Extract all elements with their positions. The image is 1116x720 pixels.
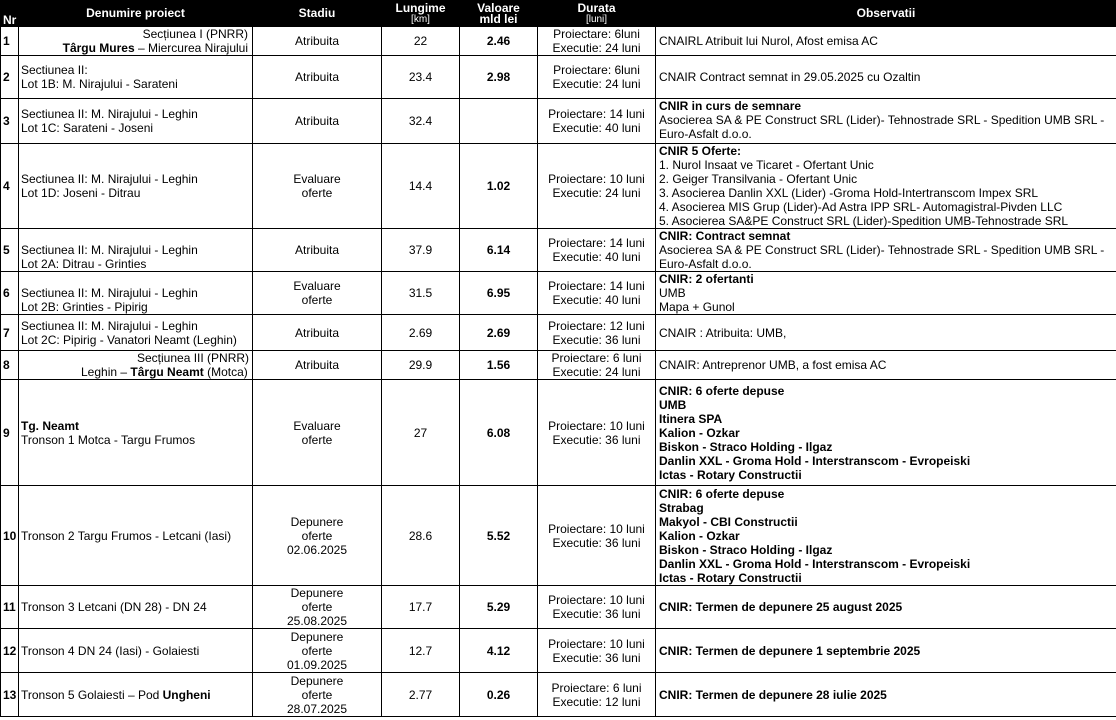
header-value [460, 1, 538, 27]
notes [656, 315, 1116, 351]
stage-line: Depunere [290, 586, 344, 600]
length: 37.9 [382, 229, 460, 272]
table-row [1, 99, 1116, 144]
notes-line: Euro-Asfalt d.o.o. [659, 257, 752, 271]
stage-line: oferte [301, 293, 333, 307]
value: 2.46 [460, 27, 538, 56]
notes-line: Euro-Asfalt d.o.o. [659, 127, 752, 141]
project-name-rest: – Miercurea Nirajului [134, 41, 248, 55]
project-name-line: Sectiunea II: M. Nirajului - Leghin [21, 318, 198, 333]
table-row [1, 144, 1116, 229]
stage [253, 673, 382, 717]
notes [656, 56, 1116, 99]
table-row [1, 586, 1116, 629]
project-name-pre: Tronson 5 Golaiesti – Pod [21, 687, 163, 702]
project-name-line: Sectiunea II: M. Nirajului - Leghin [21, 243, 198, 257]
stage: Atribuita [253, 56, 382, 99]
project-name [19, 351, 253, 380]
project-name-line: Tronson 4 DN 24 (Iasi) - Golaiesti [21, 643, 200, 658]
table-row [1, 486, 1116, 586]
notes-line: Ictas - Rotary Constructii [659, 467, 802, 482]
duration [538, 673, 656, 717]
row-number: 11 [1, 586, 19, 629]
duration [538, 380, 656, 486]
duration [538, 229, 656, 272]
duration [538, 486, 656, 586]
stage-line: oferte [301, 432, 333, 447]
stage [253, 272, 382, 315]
value: 2.98 [460, 56, 538, 99]
notes [656, 486, 1116, 586]
duration-design: Proiectare: 10 luni [548, 521, 645, 536]
project-name-line: Tronson 2 Targu Frumos - Letcani (Iasi) [21, 528, 232, 543]
table-row [1, 27, 1116, 56]
header-length [382, 1, 460, 27]
duration-execution: Executie: 12 luni [552, 694, 641, 709]
value: 6.14 [460, 229, 538, 272]
duration-execution: Executie: 36 luni [552, 650, 641, 665]
duration-design: Proiectare: 14 luni [548, 236, 645, 250]
project-name-bold: Târgu Mures [62, 41, 135, 55]
value: 0.26 [460, 673, 538, 717]
row-number: 5 [1, 229, 19, 272]
stage: Atribuita [253, 99, 382, 144]
table-row [1, 629, 1116, 673]
project-name-line: Lot 2B: Grinties - Pipirig [21, 300, 148, 314]
stage-line: Evaluare [293, 279, 341, 293]
stage: Atribuita [253, 229, 382, 272]
stage-date: 02.06.2025 [286, 542, 348, 557]
notes-line: Mapa + Gunol [659, 300, 735, 314]
notes-line: CNIR: 6 oferte depuse [659, 383, 785, 398]
duration [538, 27, 656, 56]
stage-line: oferte [301, 528, 333, 543]
notes-heading: CNIR 5 Oferte: [659, 144, 742, 158]
project-name-line: Sectiunea II: M. Nirajului - Leghin [21, 286, 198, 300]
notes-line: Ictas - Rotary Constructii [659, 570, 802, 585]
duration-design: Proiectare: 10 luni [548, 418, 645, 433]
notes-heading: CNIR: 2 ofertanti [659, 272, 754, 286]
stage-date: 25.08.2025 [286, 614, 348, 628]
project-name-bold: Ungheni [162, 687, 211, 702]
project-name-line: Sectiunea II: [21, 63, 88, 77]
duration-execution: Executie: 24 luni [552, 41, 641, 55]
notes-line: CNAIR : Atribuita: UMB, [659, 325, 787, 340]
project-name-line [21, 365, 250, 379]
notes-line: Kalion - Ozkar [659, 528, 740, 543]
duration-execution: Executie: 40 luni [552, 250, 641, 264]
notes-heading: CNIR in curs de semnare [659, 99, 802, 113]
notes-line: 1. Nurol Insaat ve Ticaret - Ofertant Unic [659, 158, 874, 172]
stage [253, 144, 382, 229]
table-row [1, 351, 1116, 380]
row-number: 1 [1, 27, 19, 56]
stage-date: 01.09.2025 [286, 657, 348, 672]
notes-line: Itinera SPA [659, 411, 723, 426]
project-name [19, 144, 253, 229]
notes-line: UMB [659, 397, 687, 412]
notes-line: Biskon - Straco Holding - Ilgaz [659, 542, 833, 557]
notes-line: UMB [659, 286, 686, 300]
project-name-pre: Leghin – [81, 365, 131, 379]
duration [538, 56, 656, 99]
stage-line: Depunere [290, 629, 344, 644]
notes-line: Asocierea SA & PE Construct SRL (Lider)- Tehnostrade SRL - Spedition UMB SRL - [659, 113, 1105, 127]
notes-line: CNIR: Termen de depunere 1 septembrie 2025 [659, 643, 921, 658]
notes [656, 272, 1116, 315]
row-number: 2 [1, 56, 19, 99]
length: 2.77 [382, 673, 460, 717]
notes-line: CNIR: Termen de depunere 25 august 2025 [659, 600, 903, 614]
duration-execution: Executie: 36 luni [552, 332, 641, 347]
header-value-unit: mld lei [479, 11, 518, 26]
header-stage: Stadiu [253, 1, 382, 27]
project-name-line: Lot 2C: Pipirig - Vanatori Neamt (Leghin) [21, 332, 237, 347]
length: 12.7 [382, 629, 460, 673]
duration-design: Proiectare: 14 luni [548, 107, 645, 121]
length: 32.4 [382, 99, 460, 144]
notes-line: 2. Geiger Transilvania - Ofertant Unic [659, 172, 858, 186]
notes-line: Makyol - CBI Constructii [659, 514, 798, 529]
row-number: 10 [1, 486, 19, 586]
length: 31.5 [382, 272, 460, 315]
value [460, 99, 538, 144]
duration-execution: Executie: 36 luni [552, 535, 641, 550]
notes-line: 4. Asocierea MIS Grup (Lider)-Ad Astra IPP SRL- Automagistral-Pivden LLC [659, 200, 1063, 214]
project-name-line: Sectiunea II: M. Nirajului - Leghin [21, 107, 198, 121]
project-name [19, 272, 253, 315]
value: 1.56 [460, 351, 538, 380]
duration-design: Proiectare: 6 luni [551, 351, 642, 365]
stage-line: oferte [301, 186, 333, 200]
duration-execution: Executie: 24 luni [552, 77, 641, 91]
length: 29.9 [382, 351, 460, 380]
stage-line: Depunere [290, 673, 344, 688]
notes [656, 629, 1116, 673]
project-name-line: Lot 2A: Ditrau - Grinties [21, 257, 147, 271]
notes [656, 673, 1116, 717]
notes-line: Kalion - Ozkar [659, 425, 740, 440]
duration [538, 351, 656, 380]
row-number: 9 [1, 380, 19, 486]
project-name [19, 586, 253, 629]
duration-execution: Executie: 36 luni [552, 607, 641, 621]
row-number: 6 [1, 272, 19, 315]
table-row [1, 673, 1116, 717]
project-name [19, 315, 253, 351]
stage-date: 28.07.2025 [286, 701, 348, 716]
duration [538, 586, 656, 629]
project-name [19, 99, 253, 144]
project-name-line [21, 688, 250, 702]
duration-execution: Executie: 24 luni [552, 186, 641, 200]
row-number: 3 [1, 99, 19, 144]
notes [656, 99, 1116, 144]
stage: Atribuita [253, 351, 382, 380]
table-row [1, 56, 1116, 99]
stage-line: Evaluare [293, 418, 341, 433]
stage [253, 486, 382, 586]
duration-design: Proiectare: 12 luni [548, 318, 645, 333]
project-name-line: Lot 1B: M. Nirajului - Sarateni [21, 77, 178, 91]
duration-execution: Executie: 40 luni [552, 293, 641, 307]
project-name-line: Tronson 3 Letcani (DN 28) - DN 24 [21, 600, 207, 614]
notes-line: CNAIRL Atribuit lui Nurol, Afost emisa AC [659, 34, 878, 48]
length: 28.6 [382, 486, 460, 586]
project-name [19, 229, 253, 272]
notes-line: Asocierea SA & PE Construct SRL (Lider)- Tehnostrade SRL - Spedition UMB SRL - [659, 243, 1105, 257]
duration [538, 272, 656, 315]
notes-line: CNIR: 6 oferte depuse [659, 486, 785, 501]
project-name-line: Lot 1D: Joseni - Ditrau [21, 186, 141, 200]
notes-line: Danlin XXL - Groma Hold - Interstranscom - Evropeiski [659, 556, 971, 571]
row-number: 12 [1, 629, 19, 673]
notes [656, 27, 1116, 56]
notes-line: 5. Asocierea SA&PE Construct SRL (Lider)-Spedition UMB-Tehnostrade SRL [659, 214, 1069, 228]
notes-heading: CNIR: Contract semnat [659, 229, 791, 243]
header-duration-title: Durata [577, 0, 616, 15]
project-name [19, 673, 253, 717]
stage [253, 380, 382, 486]
notes [656, 351, 1116, 380]
table-row [1, 272, 1116, 315]
duration-design: Proiectare: 10 luni [548, 172, 645, 186]
duration-execution: Executie: 24 luni [552, 365, 641, 379]
notes [656, 586, 1116, 629]
duration [538, 629, 656, 673]
project-name-line: Tg. Neamt [21, 418, 80, 433]
notes-line: CNAIR Contract semnat in 29.05.2025 cu Ozaltin [659, 70, 921, 84]
header-duration [538, 1, 656, 27]
notes-line: Strabag [659, 500, 704, 515]
table-row [1, 315, 1116, 351]
length: 27 [382, 380, 460, 486]
project-name [19, 56, 253, 99]
length: 17.7 [382, 586, 460, 629]
notes-line: 3. Asocierea Danlin XXL (Lider) -Groma Hold-Intertranscom Impex SRL [659, 186, 1039, 200]
header-length-title: Lungime [395, 0, 446, 15]
project-name-line: Lot 1C: Sarateni - Joseni [21, 121, 154, 135]
length: 23.4 [382, 56, 460, 99]
header-nr: Nr [1, 1, 19, 27]
stage-line: Depunere [290, 514, 344, 529]
stage: Atribuita [253, 27, 382, 56]
header-name: Denumire proiect [19, 1, 253, 27]
table-row [1, 229, 1116, 272]
length: 22 [382, 27, 460, 56]
header-duration-unit: [luni] [585, 13, 608, 25]
project-name-line [21, 41, 250, 55]
project-name-line: Secțiunea III (PNRR) [137, 351, 250, 365]
project-name-line: Sectiunea II: M. Nirajului - Leghin [21, 172, 198, 186]
length: 14.4 [382, 144, 460, 229]
duration [538, 144, 656, 229]
table-row [1, 380, 1116, 486]
stage-line: oferte [301, 643, 333, 658]
duration-design: Proiectare: 10 luni [548, 593, 645, 607]
value: 6.95 [460, 272, 538, 315]
notes-line: Biskon - Straco Holding - Ilgaz [659, 439, 833, 454]
length: 2.69 [382, 315, 460, 351]
stage [253, 629, 382, 673]
row-number: 7 [1, 315, 19, 351]
project-name [19, 486, 253, 586]
project-name-line: Secțiunea I (PNRR) [142, 27, 248, 41]
duration-design: Proiectare: 6 luni [551, 680, 642, 695]
notes [656, 229, 1116, 272]
project-name-line: Tronson 1 Motca - Targu Frumos [21, 432, 196, 447]
notes [656, 380, 1116, 486]
project-name [19, 380, 253, 486]
duration-design: Proiectare: 10 luni [548, 636, 645, 651]
value: 5.52 [460, 486, 538, 586]
duration [538, 315, 656, 351]
project-name-rest: (Motca) [203, 365, 248, 379]
stage: Atribuita [253, 315, 382, 351]
stage-line: oferte [301, 600, 333, 614]
duration [538, 99, 656, 144]
value: 6.08 [460, 380, 538, 486]
row-number: 13 [1, 673, 19, 717]
duration-design: Proiectare: 6luni [553, 63, 640, 77]
header-value-title: Valoare [477, 0, 520, 15]
duration-execution: Executie: 40 luni [552, 121, 641, 135]
project-name [19, 629, 253, 673]
stage [253, 586, 382, 629]
header-length-unit: [km] [411, 13, 430, 25]
value: 2.69 [460, 315, 538, 351]
notes [656, 144, 1116, 229]
duration-design: Proiectare: 6luni [553, 27, 640, 41]
notes-line: Danlin XXL - Groma Hold - Interstranscom - Evropeiski [659, 453, 971, 468]
row-number: 8 [1, 351, 19, 380]
header-notes: Observatii [656, 1, 1116, 27]
value: 5.29 [460, 586, 538, 629]
duration-design: Proiectare: 14 luni [548, 279, 645, 293]
duration-execution: Executie: 36 luni [552, 432, 641, 447]
notes-line: CNIR: Termen de depunere 28 iulie 2025 [659, 687, 887, 702]
stage-line: oferte [301, 687, 333, 702]
project-name-bold: Târgu Neamt [130, 365, 204, 379]
project-name [19, 27, 253, 56]
value: 4.12 [460, 629, 538, 673]
value: 1.02 [460, 144, 538, 229]
row-number: 4 [1, 144, 19, 229]
stage-line: Evaluare [293, 172, 341, 186]
header-row [1, 1, 1116, 27]
notes-line: CNAIR: Antreprenor UMB, a fost emisa AC [659, 358, 887, 372]
